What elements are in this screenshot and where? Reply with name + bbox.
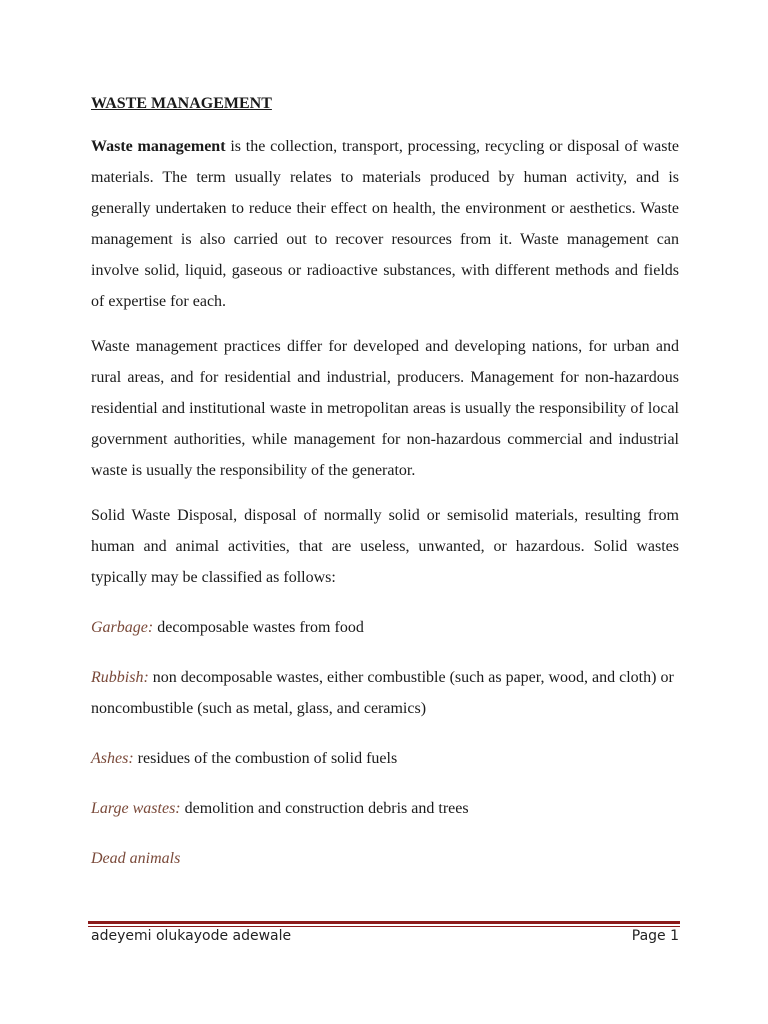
paragraph-solid-waste: Solid Waste Disposal, disposal of normally solid or semisolid materials, resulting from human and animal activities, that are useless, unwanted, or hazardous. Solid wastes typically may be classified as follows: [91, 507, 679, 586]
footer-page-number: Page 1 [631, 928, 679, 944]
page-content [91, 88, 679, 874]
definition-text: residues of the combustion of solid fuels [133, 750, 398, 767]
footer-author: adeyemi olukayode adewale [91, 928, 292, 944]
footer-divider-thick [88, 921, 680, 924]
definition-garbage [91, 612, 679, 643]
paragraph-body: is the collection, transport, processing, recycling or disposal of waste materials. The term usually relates to materials produced by human activity, and is generally undertaken to reduce their effect on health, the environment or aesthetics. Waste management is also carried out to recover resources from it. Waste management can involve solid, liquid, gaseous or radioactive substances, with different methods and fields of expertise for each. [91, 138, 679, 310]
paragraph-practices: Waste management practices differ for developed and developing nations, for urban and rural areas, and for residential and industrial, producers. Management for non-hazardous residential and institutional waste in metropolitan areas is usually the responsibility of local government authorities, while management for non-hazardous commercial and industrial waste is usually the responsibility of the generator. [91, 338, 679, 479]
paragraph-lead-term: Waste management [91, 138, 226, 155]
definition-term: Rubbish: [91, 669, 149, 686]
definition-term: Garbage: [91, 619, 154, 636]
definition-term: Ashes: [91, 750, 134, 767]
definition-dead-animals [91, 843, 679, 874]
definition-text: non decomposable wastes, either combustible (such as paper, wood, and cloth) or noncombustible (such as metal, glass, and ceramics) [91, 669, 674, 717]
definition-rubbish [91, 662, 679, 724]
definition-text: demolition and construction debris and trees [180, 800, 469, 817]
page-footer [91, 928, 679, 950]
definition-term: Dead animals [91, 850, 181, 867]
document-heading: WASTE MANAGEMENT [91, 95, 272, 112]
definition-text: decomposable wastes from food [153, 619, 364, 636]
paragraph-definition [91, 131, 679, 317]
definition-ashes [91, 743, 679, 774]
footer-divider-thin [88, 926, 680, 927]
definition-large-wastes [91, 793, 679, 824]
definition-term: Large wastes: [91, 800, 181, 817]
